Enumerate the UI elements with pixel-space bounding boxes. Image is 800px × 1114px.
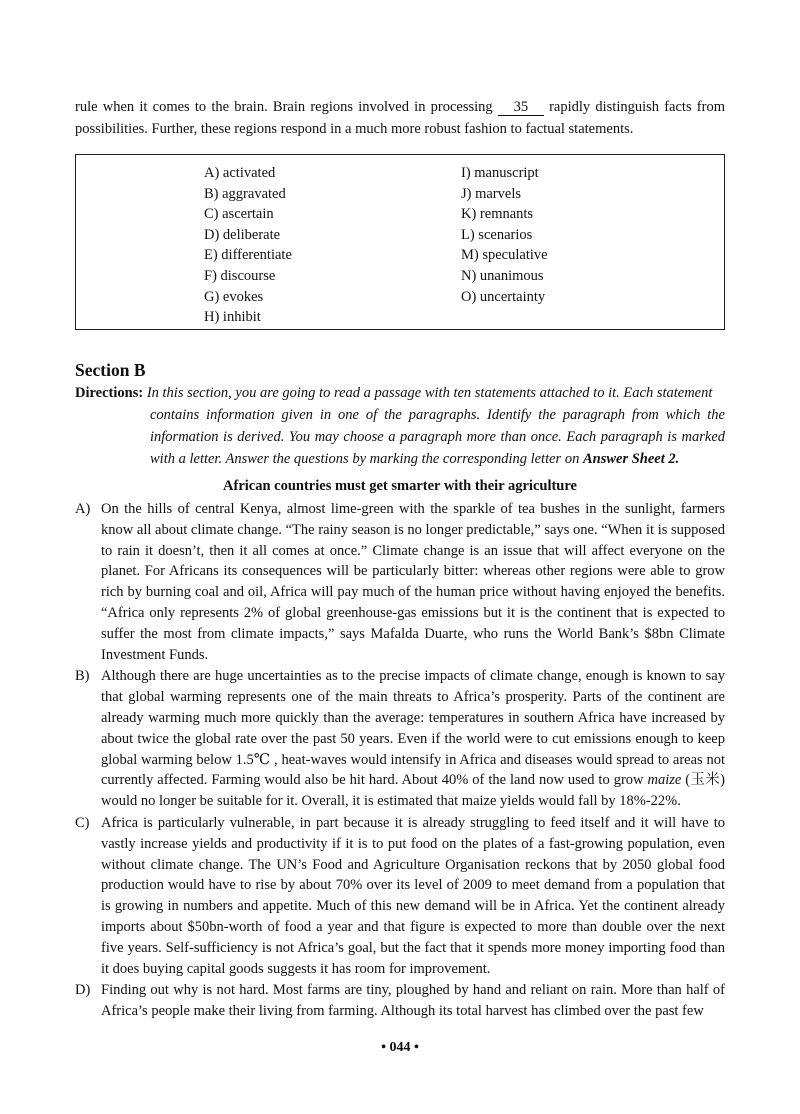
paragraph-letter: B) xyxy=(75,668,90,685)
directions-label: Directions: xyxy=(75,385,144,401)
paragraph-text-part: (玉米) would no longer be suitable for it. Overall, it is estimated that maize yields would fall by 18%-22%. xyxy=(101,772,725,810)
paragraph-text: On the hills of central Kenya, almost lime-green with the sparkle of tea bushes in the sunlight, farmers know all about climate change. “The rainy season is no longer predictable,” says one. “When it is supposed to rain it doesn’t, then it all comes at once.” Climate change is an issue that will affect everyone on the planet. For Africans its consequences will be particularly bitter: whereas other regions were able to grow rich by burning coal and oil, Africa will pay much of the human price without having enjoyed the benefits. “Africa only represents 2% of global greenhouse-gas emissions but it is the continent that is expected to suffer the most from climate impacts,” says Mafalda Duarte, who runs the World Bank’s $8bn Climate Investment Funds. xyxy=(101,501,725,663)
paragraph-letter: D) xyxy=(75,982,91,999)
paragraph-text: Finding out why is not hard. Most farms are tiny, ploughed by hand and reliant on rain. More than half of Africa’s people make their living from farming. Although its total harvest has climbed over the past few xyxy=(101,982,725,1020)
word-option: N) unanimous xyxy=(461,267,544,284)
directions xyxy=(75,382,725,470)
paragraph-b xyxy=(75,666,725,812)
section-title: Section B xyxy=(75,360,146,380)
word-option: K) remnants xyxy=(461,206,534,223)
page-number: • 044 • xyxy=(381,1040,419,1055)
word-option: M) speculative xyxy=(461,247,548,264)
word-bank-left-column xyxy=(204,163,292,328)
paragraph-letter: A) xyxy=(75,501,91,517)
article-title: African countries must get smarter with their agriculture xyxy=(223,478,577,494)
paragraph-text xyxy=(101,666,725,812)
paragraph-text-part: Although there are huge uncertainties as to the precise impacts of climate change, enough is known to say that global warming represents one of the main threats to Africa’s prosperity. Parts of the continent are already warming much more quickly than the average: temperatures in southern Africa have increased by about twice the global rate over the past 50 years. Even if the world were to cut emissions enough to keep global warming below 1.5℃ , heat-waves would intensify in Africa and diseases would spread to areas not currently affected. Farming would also be hit hard. About 40% of the land now used to grow xyxy=(101,668,725,789)
word-option: D) deliberate xyxy=(204,226,281,243)
word-option: G) evokes xyxy=(204,288,264,305)
word-option: H) inhibit xyxy=(204,309,261,326)
italic-term: maize xyxy=(647,772,682,789)
paragraph-text: Africa is particularly vulnerable, in part because it is already struggling to feed itself and it will have to vastly increase yields and productivity if it is to put food on the plates of a fast-growing population, even without climate change. The UN’s Food and Agriculture Organisation reckons that by 2050 global food production would have to rise by about 70% over its level of 2009 to meet demand from a population that is growing in numbers and appetite. Much of this new demand will be in Africa. Yet the continent already imports about $50bn-worth of food a year and that figure is expected to more than double over the next five years. Self-sufficiency is not Africa’s goal, but the fact that it spends more money importing food than it does buying capital goods suggests it has room for improvement. xyxy=(101,814,725,977)
intro-text-after: rapidly distinguish facts from possibilities. Further, these regions respond in a much more robust fashion to factual statements. xyxy=(75,99,725,137)
intro-paragraph xyxy=(75,96,725,140)
paragraph-a xyxy=(75,499,725,665)
word-option: F) discourse xyxy=(204,267,276,284)
paragraph-letter: C) xyxy=(75,814,90,831)
page-content xyxy=(75,96,725,1022)
word-bank-right-column xyxy=(461,163,548,307)
directions-line-1: In this section, you are going to read a passage with ten statements attached to it. Each statement xyxy=(143,385,713,401)
word-option: B) aggravated xyxy=(204,185,286,202)
paragraph-c xyxy=(75,813,725,979)
word-option: E) differentiate xyxy=(204,247,292,264)
paragraph-d xyxy=(75,980,725,1022)
word-option: I) manuscript xyxy=(461,165,539,181)
directions-text: contains information given in one of the paragraphs. Identify the paragraph from which the information is derived. You may choose a paragraph more than once. Each paragraph is marked with a letter. Answer the questions by marking the corresponding letter on xyxy=(150,407,725,467)
word-bank-box xyxy=(75,154,725,330)
answer-sheet-ref: Answer Sheet 2. xyxy=(582,451,680,467)
word-option: L) scenarios xyxy=(461,226,533,243)
intro-text-before: rule when it comes to the brain. Brain regions involved in processing xyxy=(75,99,498,115)
blank-35: 35 xyxy=(498,99,544,116)
word-option: O) uncertainty xyxy=(461,288,546,305)
word-option: A) activated xyxy=(204,165,276,181)
word-option: J) marvels xyxy=(461,185,521,202)
word-option: C) ascertain xyxy=(204,206,274,223)
